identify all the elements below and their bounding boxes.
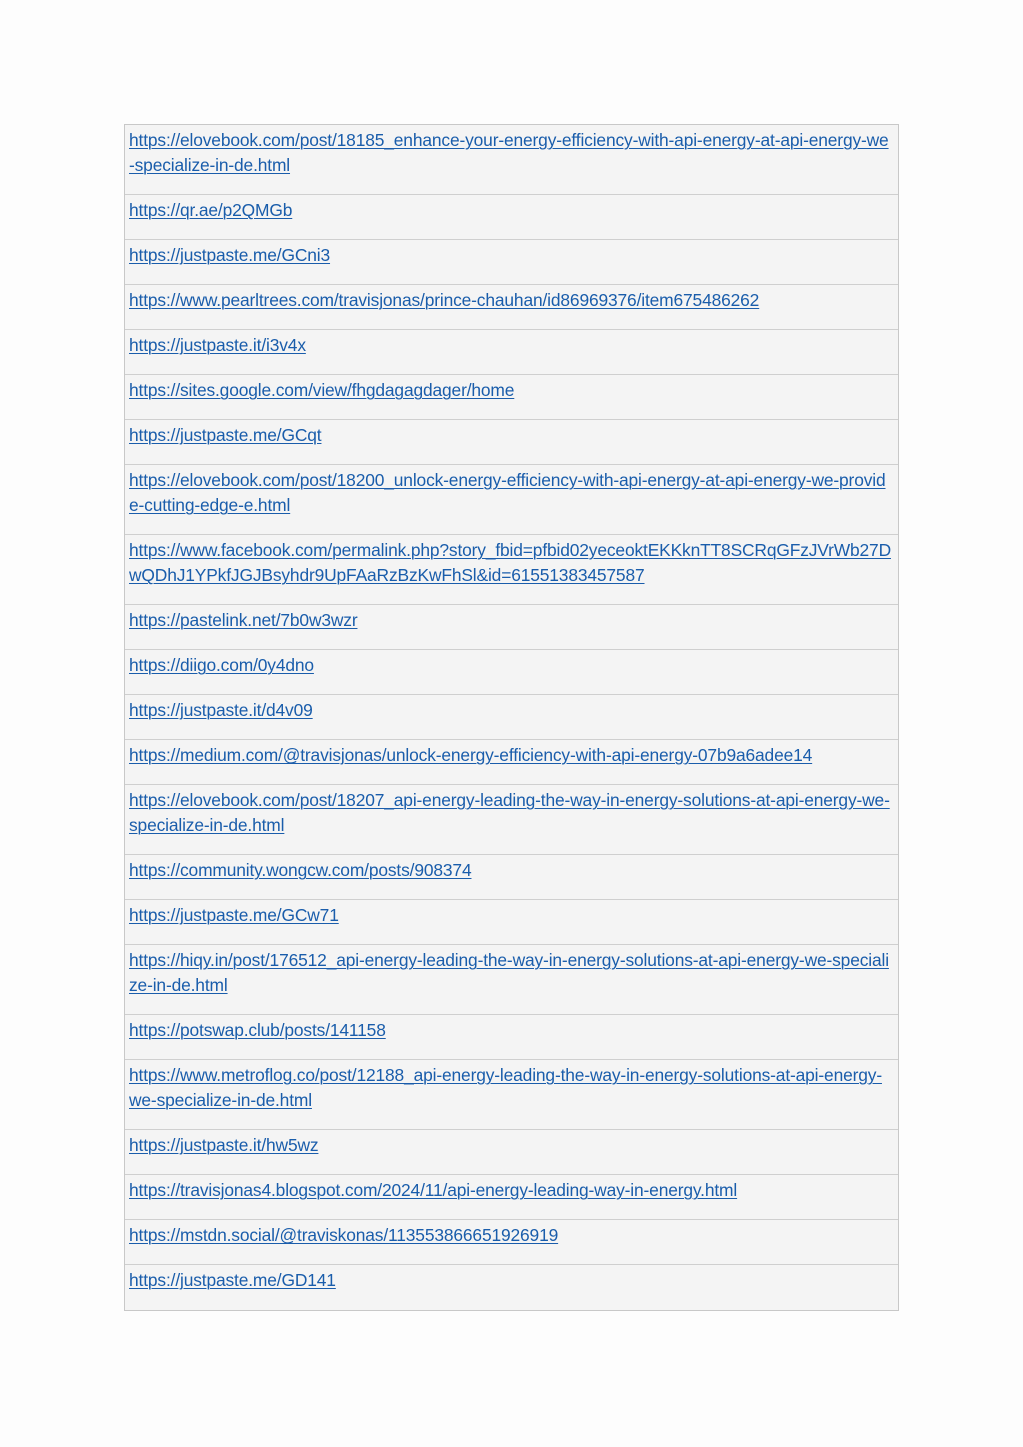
table-row [125,330,898,375]
link[interactable]: https://justpaste.me/GCw71 [129,905,339,925]
table-row [125,1175,898,1220]
table-row [125,1265,898,1310]
table-row [125,1220,898,1265]
link[interactable]: https://sites.google.com/view/fhgdagagdager/home [129,380,515,400]
link[interactable]: https://pastelink.net/7b0w3wzr [129,610,358,630]
link[interactable]: https://elovebook.com/post/18207_api-energy-leading-the-way-in-energy-solutions-at-api-energy-we-specialize-in-de.html [129,790,890,835]
table-row [125,785,898,855]
table-row [125,695,898,740]
table-row [125,285,898,330]
table-row [125,945,898,1015]
link[interactable]: https://hiqy.in/post/176512_api-energy-leading-the-way-in-energy-solutions-at-api-energy-we-specialize-in-de.html [129,950,889,995]
link-table [124,124,899,1311]
link[interactable]: https://mstdn.social/@traviskonas/113553866651926919 [129,1225,559,1245]
link[interactable]: https://elovebook.com/post/18200_unlock-energy-efficiency-with-api-energy-at-api-energy-we-provide-cutting-edge-e.html [129,470,886,515]
link[interactable]: https://justpaste.me/GCni3 [129,245,331,265]
table-row [125,605,898,650]
link[interactable]: https://diigo.com/0y4dno [129,655,314,675]
link[interactable]: https://www.metroflog.co/post/12188_api-energy-leading-the-way-in-energy-solutions-at-api-energy-we-specialize-in-de.html [129,1065,882,1110]
link[interactable]: https://community.wongcw.com/posts/908374 [129,860,472,880]
table-row [125,125,898,195]
table-row [125,650,898,695]
link[interactable]: https://justpaste.me/GD141 [129,1270,336,1290]
table-row [125,420,898,465]
table-row [125,1060,898,1130]
table-row [125,375,898,420]
link[interactable]: https://potswap.club/posts/141158 [129,1020,386,1040]
link[interactable]: https://justpaste.me/GCqt [129,425,322,445]
link[interactable]: https://www.facebook.com/permalink.php?story_fbid=pfbid02yeceoktEKKknTT8SCRqGFzJVrWb27DwQDhJ1YPkfJGJBsyhdr9UpFAaRzBzKwFhSl&id=61551383457587 [129,540,891,585]
table-row [125,740,898,785]
link[interactable]: https://justpaste.it/i3v4x [129,335,306,355]
table-row [125,1015,898,1060]
link[interactable]: https://justpaste.it/hw5wz [129,1135,319,1155]
link[interactable]: https://justpaste.it/d4v09 [129,700,313,720]
table-row [125,195,898,240]
link[interactable]: https://travisjonas4.blogspot.com/2024/11/api-energy-leading-way-in-energy.html [129,1180,738,1200]
table-row [125,855,898,900]
table-row [125,900,898,945]
table-row [125,465,898,535]
link[interactable]: https://medium.com/@travisjonas/unlock-energy-efficiency-with-api-energy-07b9a6adee14 [129,745,813,765]
table-row [125,535,898,605]
link[interactable]: https://www.pearltrees.com/travisjonas/prince-chauhan/id86969376/item675486262 [129,290,760,310]
table-row [125,240,898,285]
link[interactable]: https://qr.ae/p2QMGb [129,200,293,220]
link[interactable]: https://elovebook.com/post/18185_enhance-your-energy-efficiency-with-api-energy-at-api-energy-we-specialize-in-de.html [129,130,889,175]
table-row [125,1130,898,1175]
